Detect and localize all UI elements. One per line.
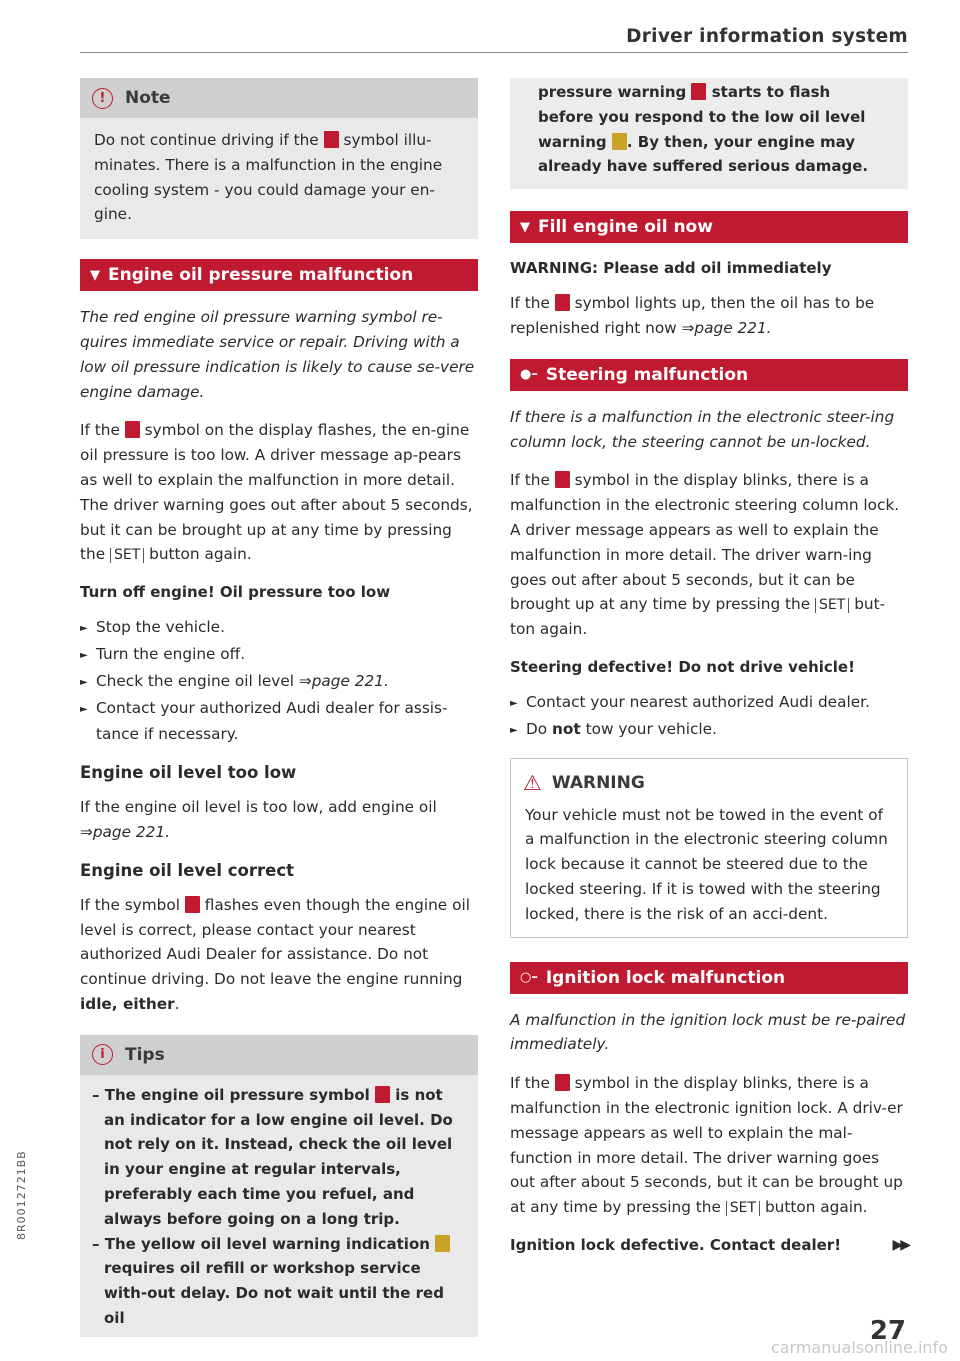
page-header-title: Driver information system [626, 26, 908, 47]
bullet-arrow-icon: ► [510, 697, 518, 709]
oil-pressure-warning-icon [185, 896, 200, 913]
step-emphasis: not [552, 719, 581, 738]
note-text-2: symbol illu-minates. There is a malfunction in the engine cooling system - you could damage your en-gine. [94, 131, 443, 224]
oil-pressure-warning-icon [125, 421, 140, 438]
ignition-text-3: button again. [764, 1198, 868, 1217]
step-text: Contact your authorized Audi dealer for assis-tance if necessary. [96, 698, 448, 744]
fill-oil-subhead: WARNING: Please add oil immediately [510, 259, 832, 278]
section-heading-oil-pressure-text: Engine oil pressure malfunction [108, 265, 414, 286]
ignition-intro: A malfunction in the ignition lock must be re-paired immediately. [510, 1010, 906, 1054]
bullet-arrow-icon: ► [80, 676, 88, 688]
tips-item-2-text-a: – The yellow oil level warning indication [92, 1234, 430, 1253]
tips-item [92, 1083, 466, 1232]
fill-oil-text-2: symbol lights up, then the oil has to be replenished right now [510, 294, 875, 337]
page-link-arrow-icon: ⇒ [80, 822, 93, 841]
oil-pressure-paragraph [80, 418, 478, 567]
page-link[interactable]: page 221. [694, 318, 772, 337]
ignition-text-2: symbol in the display blinks, there is a malfunction in the electronic ignition lock. A driv-er message appears as well to explain the mal-function in more detail. The driver warning goes out after about 5 seconds, but it can be brought up at any time by pressing the [510, 1074, 903, 1217]
ignition-paragraph [510, 1071, 908, 1220]
oil-pressure-text-2: symbol on the display flashes, the en-gine oil pressure is too low. A driver message ap-pears as well to explain the malfunction in more detail. The driver warning goes out after about 5 seconds, but it can be brought up at any time by pressing the [80, 421, 473, 564]
oil-level-low-text: If the engine oil level is too low, add engine oil [80, 798, 437, 817]
oil-level-correct-text-1: If the symbol [80, 895, 180, 914]
tips-cont-text-c: . By then, your engine may already have suffered serious damage. [538, 132, 869, 176]
steering-lock-warning-icon [555, 471, 570, 488]
section-heading-oil-pressure [80, 259, 478, 291]
step-item [80, 669, 478, 696]
tips-item [92, 1232, 466, 1331]
tips-item-1-text-a: – The engine oil pressure symbol [92, 1085, 370, 1104]
bullet-arrow-icon: ► [80, 623, 88, 635]
tips-cont-text-a: pressure warning [538, 83, 687, 101]
coolant-warning-icon [324, 131, 339, 148]
oil-level-correct-period: . [174, 994, 180, 1013]
oil-pressure-subhead: Turn off engine! Oil pressure too low [80, 583, 391, 602]
oil-level-warning-icon [555, 294, 570, 311]
oil-level-low-heading: Engine oil level too low [80, 763, 297, 783]
page-link-arrow-icon: ⇒ [298, 671, 312, 690]
steering-lock-icon: ●– [520, 367, 538, 383]
set-key: SET [815, 598, 849, 613]
oil-level-correct-emphasis: idle, either [80, 994, 175, 1013]
step-text: Turn the engine off. [96, 644, 246, 663]
warning-title: WARNING [551, 772, 645, 793]
left-column [80, 78, 478, 1337]
set-key: SET [110, 548, 144, 563]
step-item [510, 690, 908, 717]
document-code: 8R0012721BB [15, 1150, 28, 1240]
step-item [510, 717, 908, 744]
section-heading-fill-oil-text: Fill engine oil now [538, 217, 713, 238]
step-item [80, 642, 478, 669]
page-link[interactable]: page 221. [311, 671, 389, 690]
step-text: Do [526, 719, 548, 738]
oil-pressure-intro: The red engine oil pressure warning symbol re-quires immediate service or repair. Driving with a low oil pressure indication is likely to cause se-vere engine damage. [80, 308, 475, 401]
warning-header [511, 759, 907, 801]
tips-title: Tips [125, 1044, 165, 1065]
section-heading-steering [510, 359, 908, 391]
page-link-arrow-icon: ⇒ [681, 318, 695, 337]
tips-cont-text-b: starts to flash before you respond to the low oil level warning [538, 83, 866, 151]
steering-text-1: If the [510, 471, 550, 490]
oil-level-warning-icon [612, 133, 627, 150]
bullet-arrow-icon: ► [510, 724, 518, 736]
steering-subhead: Steering defective! Do not drive vehicle! [510, 657, 855, 676]
oil-can-icon: ▼ [90, 267, 100, 283]
section-heading-ignition [510, 962, 908, 994]
tips-header [80, 1035, 478, 1075]
oil-pressure-warning-icon [691, 83, 706, 100]
note-title: Note [125, 88, 171, 108]
step-text: Stop the vehicle. [96, 618, 225, 637]
ignition-lock-warning-icon [555, 1074, 570, 1091]
section-heading-fill-oil [510, 211, 908, 243]
steering-text-2: symbol in the display blinks, there is a malfunction in the electronic steering column lock. A driver message appears as well to explain the malfunction in more detail. The driver warn-ing goes out after about 5 seconds, but it can be brought up at any time by pressing the [510, 471, 900, 614]
oil-level-icon: ▼ [520, 219, 530, 235]
oil-pressure-steps [80, 615, 478, 747]
page-number: 27 [869, 1316, 906, 1346]
bullet-arrow-icon: ► [80, 703, 88, 715]
oil-pressure-text-1: If the [80, 421, 120, 440]
set-key: SET [726, 1201, 760, 1216]
ignition-text-1: If the [510, 1074, 550, 1093]
warning-box [510, 758, 908, 938]
steering-intro: If there is a malfunction in the electronic steer-ing column lock, the steering cannot be un-locked. [510, 407, 895, 451]
oil-level-low-paragraph [80, 795, 478, 845]
right-column [510, 78, 908, 1256]
tips-item-1-text-b: is not an indicator for a low engine oil level. Do not rely on it. Instead, check the oil level in your engine at regular intervals, preferably each time you refuel, and always before going on a long trip. [104, 1085, 453, 1228]
warning-triangle-icon: ⚠ [523, 770, 542, 795]
step-item [80, 615, 478, 642]
oil-level-correct-paragraph [80, 893, 478, 1017]
exclamation-circle-icon: ! [92, 88, 113, 109]
note-box [80, 78, 478, 239]
fill-oil-text-1: If the [510, 294, 550, 313]
info-circle-icon: i [92, 1044, 113, 1065]
step-text: Check the engine oil level [96, 671, 295, 690]
note-header [80, 78, 478, 118]
ignition-subhead-row [510, 1234, 908, 1256]
oil-pressure-warning-icon [375, 1086, 390, 1103]
steering-steps [510, 690, 908, 744]
fill-oil-paragraph [510, 291, 908, 341]
steering-paragraph [510, 468, 908, 642]
tips-body [80, 1075, 478, 1337]
note-text-1: Do not continue driving if the [94, 131, 319, 149]
ignition-subhead: Ignition lock defective. Contact dealer! [510, 1235, 842, 1254]
step-item [80, 696, 478, 748]
section-heading-steering-text: Steering malfunction [545, 364, 749, 385]
oil-level-warning-icon [435, 1235, 450, 1252]
warning-body: Your vehicle must not be towed in the event of a malfunction in the electronic steering column lock because it cannot be steered due to the locked steering. If it is towed with the steering locked, there is the risk of an acci-dent. [525, 805, 888, 923]
tips-box [80, 1035, 478, 1337]
continue-arrow-icon: ▶▶ [892, 1236, 908, 1253]
tips-continuation [510, 78, 908, 189]
oil-level-correct-text-2: flashes even though the engine oil level is correct, please contact your nearest authorized Audi Dealer for assistance. Do not continue driving. Do not leave the engine running [80, 895, 470, 989]
oil-level-correct-heading: Engine oil level correct [80, 860, 295, 880]
steering-text-3: but-ton again. [510, 595, 886, 639]
page-link[interactable]: page 221. [92, 822, 170, 841]
ignition-lock-icon: ○– [520, 970, 538, 986]
oil-pressure-text-3: button again. [149, 545, 252, 564]
watermark: carmanualsonline.info [770, 1338, 948, 1357]
tips-item-2-text-b: requires oil refill or workshop service with-out delay. Do not wait until the red oil [104, 1259, 444, 1327]
step-text: Contact your nearest authorized Audi dealer. [526, 692, 870, 711]
step-text: tow your vehicle. [585, 719, 717, 738]
note-body [80, 118, 478, 239]
section-heading-ignition-text: Ignition lock malfunction [545, 967, 786, 988]
header-rule [80, 52, 908, 53]
bullet-arrow-icon: ► [80, 649, 88, 661]
